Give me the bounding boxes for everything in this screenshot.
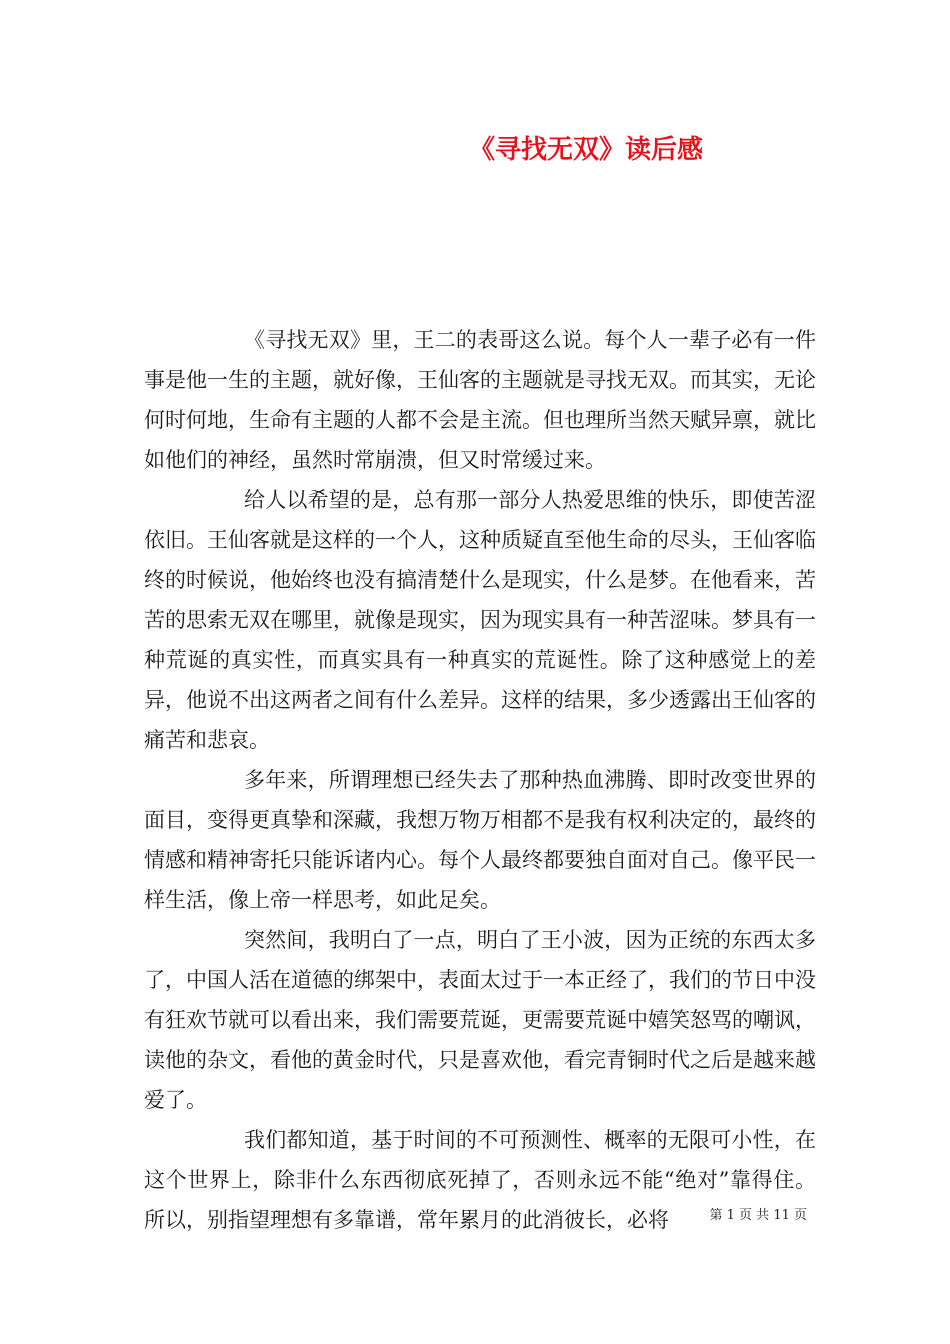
paragraph: 给人以希望的是，总有那一部分人热爱思维的快乐，即使苦涩依旧。王仙客就是这样的一个人，这种质疑直至他生命的尽头，王仙客临终的时候说，他始终也没有搞清楚什么是现实，什么是梦。在他看来，苦苦的思索无双在哪里，就像是现实，因为现实具有一种苦涩味。梦具有一种荒诞的真实性，而真实具有一种真实的荒诞性。除了这种感觉上的差异，他说不出这两者之间有什么差异。这样的结果，多少透露出王仙客的痛苦和悲哀。 [144,488,816,752]
paragraph: 我们都知道，基于时间的不可预测性、概率的无限可小性，在这个世界上，除非什么东西彻底死掉了，否则永远不能“绝对”靠得住。所以，别指望理想有多靠谱，常年累月的此消彼长，必将 [144,1128,816,1232]
paragraph: 多年来，所谓理想已经失去了那种热血沸腾、即时改变世界的面目，变得更真挚和深藏，我想万物万相都不是我有权利决定的，最终的情感和精神寄托只能诉诸内心。每个人最终都要独自面对自己。像平民一样生活，像上帝一样思考，如此足矣。 [144,768,816,912]
paragraph: 突然间，我明白了一点，明白了王小波，因为正统的东西太多了，中国人活在道德的绑架中，表面太过于一本正经了，我们的节日中没有狂欢节就可以看出来，我们需要荒诞，更需要荒诞中嬉笑怒骂的嘲讽，读他的杂文，看他的黄金时代，只是喜欢他，看完青铜时代之后是越来越爱了。 [144,928,816,1112]
document-title: 《寻找无双》读后感 [469,135,704,165]
page-number-footer: 第 1 页 共 11 页 [709,1208,807,1223]
paragraph: 《寻找无双》里，王二的表哥这么说。每个人一辈子必有一件事是他一生的主题，就好像，王仙客的主题就是寻找无双。而其实，无论何时何地，生命有主题的人都不会是主流。但也理所当然天赋异禀，就比如他们的神经，虽然时常崩溃，但又时常缓过来。 [144,328,816,472]
document-body [144,320,816,1240]
